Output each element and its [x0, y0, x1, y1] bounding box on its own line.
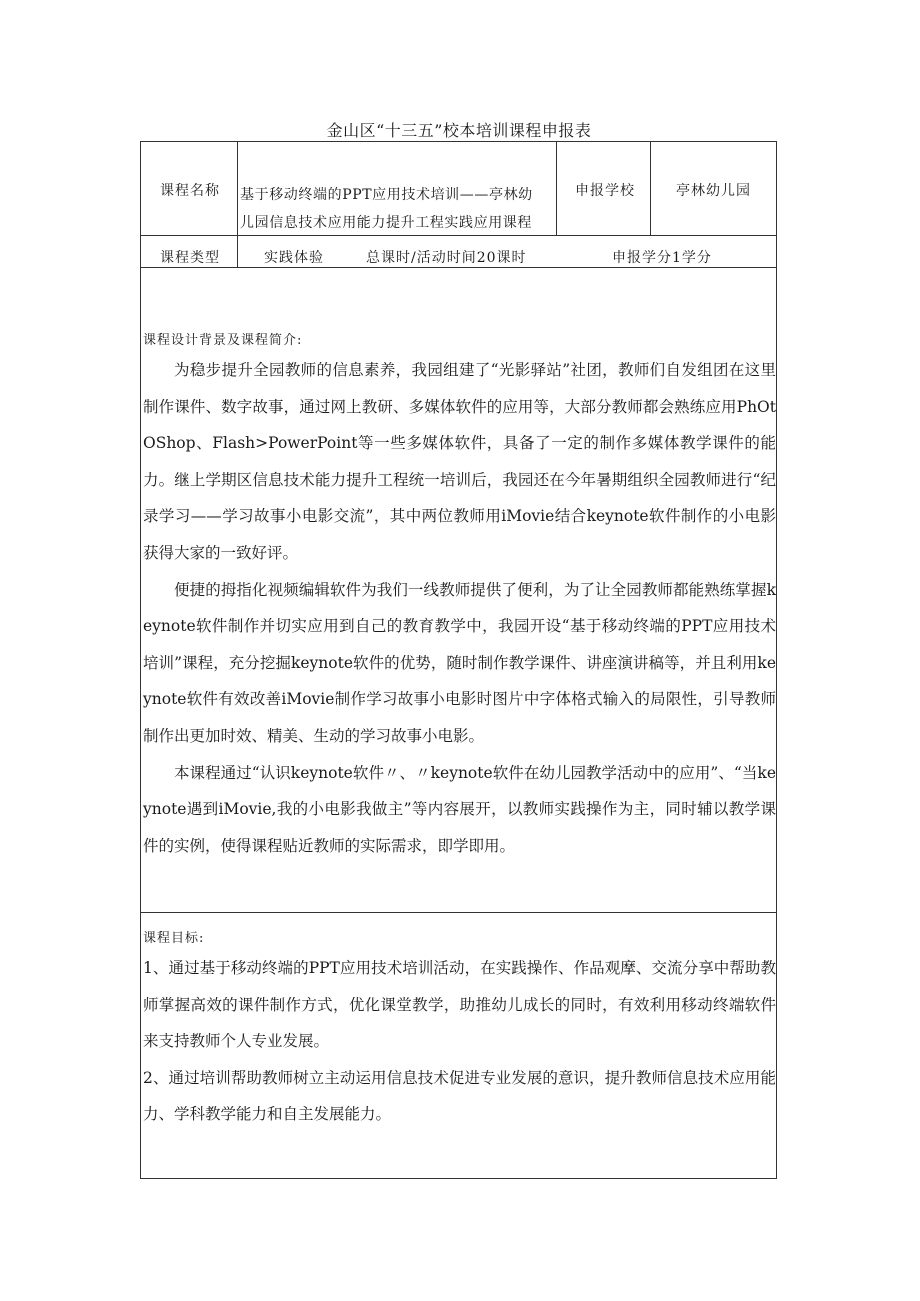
goals-heading: 课程目标:	[143, 931, 205, 946]
school-label: 申报学校	[575, 183, 635, 199]
background-paragraph-2: 便捷的拇指化视频编辑软件为我们一线教师提供了便利，为了让全园教师都能熟练掌握keynote软件制作并切实应用到自己的教育教学中，我园开设“基于移动终端的PPT应用技术培训”课程，充分挖掘keynote软件的优势，随时制作教学课件、讲座演讲稿等，并且利用keynote软件有效改善iMovie制作学习故事小电影时图片中字体格式输入的局限性，引导教师制作出更加时效、精美、生动的学习故事小电影。	[143, 580, 776, 745]
course-name-value-line2: 儿园信息技术应用能力提升工程实践应用课程	[240, 215, 532, 231]
course-type-label: 课程类型	[160, 250, 220, 266]
school-label-left-border	[556, 141, 557, 236]
background-paragraph-3: 本课程通过“认识keynote软件〃、〃keynote软件在幼儿园教学活动中的应用”、“当keynote遇到iMovie,我的小电影我做主”等内容展开，以教师实践操作为主，同时辅以教学课件的实例，使得课程贴近教师的实际需求，即学即用。	[143, 763, 776, 855]
row2-bottom-border	[140, 267, 777, 268]
credit-value: 申报学分1学分	[612, 250, 712, 266]
goal-item-1: 1、通过基于移动终端的PPT应用技术培训活动，在实践操作、作品观摩、交流分享中帮助教师掌握高效的课件制作方式，优化课堂教学，助推幼儿成长的同时，有效利用移动终端软件来支持教师个人专业发展。	[143, 959, 776, 1051]
goals-text	[143, 950, 776, 1133]
label-column-border-row2	[237, 235, 238, 268]
goal-item-2: 2、通过培训帮助教师树立主动运用信息技术促进专业发展的意识，提升教师信息技术应用能力、学科教学能力和自主发展能力。	[143, 1068, 776, 1124]
background-paragraph-1: 为稳步提升全园教师的信息素养，我园组建了“光影驿站”社团，教师们自发组团在这里制作课件、数字故事，通过网上教研、多媒体软件的应用等，大部分教师都会熟练应用PhOtOShop、Flash>PowerPoint等一些多媒体软件，具备了一定的制作多媒体教学课件的能力。继上学期区信息技术能力提升工程统一培训后，我园还在今年暑期组织全园教师进行“纪录学习——学习故事小电影交流”，其中两位教师用iMovie结合keynote软件制作的小电影获得大家的一致好评。	[143, 361, 776, 562]
background-heading: 课程设计背景及课程简介:	[143, 333, 303, 348]
course-name-label: 课程名称	[160, 183, 220, 199]
label-column-border-row1	[237, 141, 238, 236]
course-name-value-line1: 基于移动终端的PPT应用技术培训——亭林幼	[240, 187, 533, 203]
background-text	[143, 352, 776, 864]
course-type-value: 实践体验	[264, 250, 324, 266]
row1-bottom-border	[140, 235, 777, 236]
school-value: 亭林幼儿园	[676, 183, 751, 199]
background-bottom-border	[140, 912, 777, 913]
total-hours: 总课时/活动时间20课时	[366, 250, 527, 266]
school-value-left-border	[650, 141, 651, 236]
form-title: 金山区“十三五”校本培训课程申报表	[326, 121, 592, 140]
